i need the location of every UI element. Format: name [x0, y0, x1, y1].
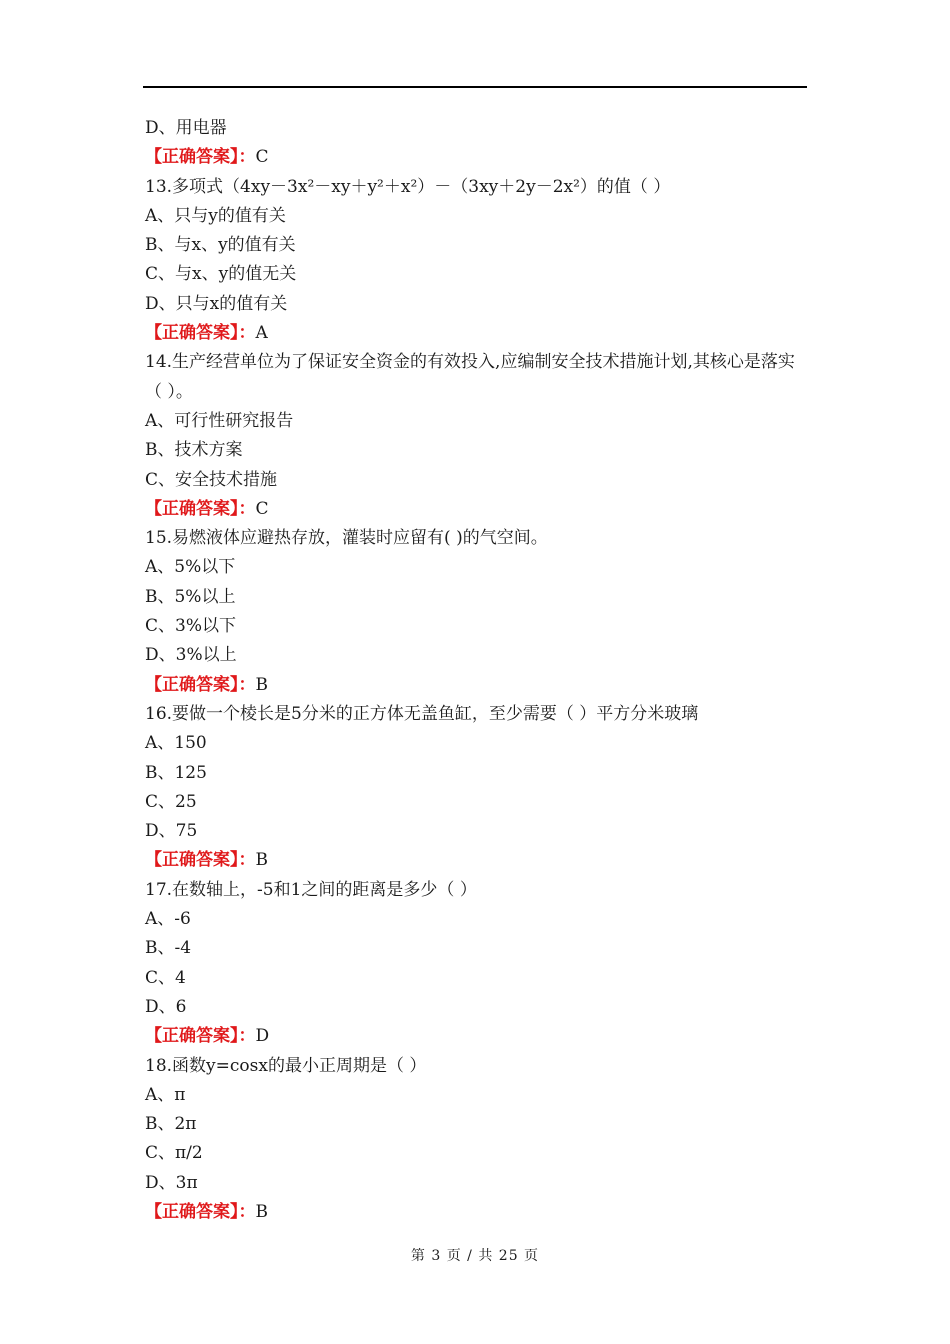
option: D、用电器 — [145, 118, 227, 138]
option: D、3π — [145, 1172, 198, 1193]
option: B、与x、y的值有关 — [145, 235, 296, 256]
question-stem: 16.要做一个棱长是5分米的正方体无盖鱼缸，至少需要（ ）平方分米玻璃 — [145, 703, 699, 724]
option: C、3%以下 — [145, 616, 236, 637]
answer-value: B — [255, 1201, 268, 1222]
answer-value: A — [255, 323, 268, 344]
answer-separator: ： — [238, 147, 256, 168]
answer-value: D — [255, 1026, 270, 1047]
question-stem: 18.函数y=cosx的最小正周期是（ ） — [145, 1055, 427, 1076]
question-stem: 14.生产经营单位为了保证安全资金的有效投入,应编制安全技术措施计划,其核心是落实（ ）。 — [145, 352, 795, 402]
answer-line — [145, 319, 810, 348]
option: B、125 — [145, 762, 207, 783]
answer-separator: ： — [238, 498, 256, 519]
option: D、只与x的值有关 — [145, 293, 288, 314]
option: A、可行性研究报告 — [145, 410, 294, 431]
answer-label: 【正确答案】 — [145, 674, 239, 695]
answer-label: 【正确答案】 — [145, 1026, 239, 1047]
page-footer: 第 3 页 / 共 25 页 — [410, 1248, 540, 1264]
answer-separator: ： — [238, 674, 256, 695]
answer-label: 【正确答案】 — [145, 147, 239, 168]
option: B、技术方案 — [145, 440, 243, 461]
option: A、5%以下 — [145, 557, 236, 578]
answer-separator: ： — [238, 323, 256, 344]
answer-line — [145, 846, 810, 875]
answer-label: 【正确答案】 — [145, 850, 239, 871]
option: C、25 — [145, 791, 197, 812]
answer-value: C — [255, 498, 269, 519]
question-stem: 13.多项式（4xy－3x²－xy＋y²＋x²）－（3xy＋2y－2x²）的值（ ） — [145, 176, 671, 197]
answer-separator: ： — [238, 1026, 256, 1047]
answer-label: 【正确答案】 — [145, 323, 239, 344]
answer-label: 【正确答案】 — [145, 1201, 239, 1222]
answer-line — [145, 1022, 810, 1051]
option: C、安全技术措施 — [145, 469, 278, 490]
option: A、150 — [145, 733, 207, 754]
question-stem: 15.易燃液体应避热存放，灌装时应留有( )的气空间。 — [145, 528, 548, 549]
answer-label: 【正确答案】 — [145, 498, 239, 519]
answer-line — [145, 671, 810, 700]
option: A、π — [145, 1084, 186, 1105]
option: B、5%以上 — [145, 586, 236, 607]
answer-line — [145, 143, 810, 172]
answer-line — [145, 1198, 810, 1227]
answer-value: B — [255, 850, 268, 871]
question-content — [145, 114, 810, 1227]
option: B、2π — [145, 1114, 197, 1135]
answer-separator: ： — [238, 1201, 256, 1222]
option: C、与x、y的值无关 — [145, 264, 297, 285]
answer-separator: ： — [238, 850, 256, 871]
question-stem: 17.在数轴上，-5和1之间的距离是多少（ ） — [145, 879, 477, 900]
header-rule — [143, 86, 807, 88]
answer-value: B — [255, 674, 268, 695]
option: D、75 — [145, 821, 198, 842]
option: D、3%以上 — [145, 645, 237, 666]
option: D、6 — [145, 996, 187, 1017]
answer-value: C — [255, 147, 269, 168]
option: C、π/2 — [145, 1143, 203, 1164]
answer-line — [145, 495, 810, 524]
option: A、-6 — [145, 909, 191, 930]
option: B、-4 — [145, 938, 192, 959]
option: A、只与y的值有关 — [145, 205, 286, 226]
option: C、4 — [145, 967, 186, 988]
